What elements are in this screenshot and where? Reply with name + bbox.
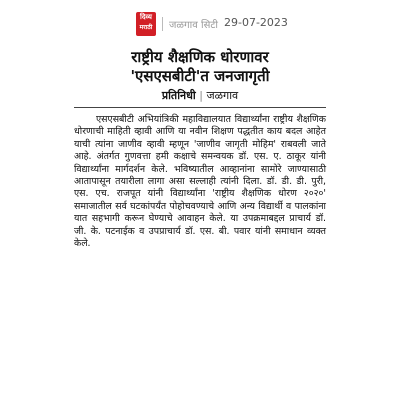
header-divider [162,17,163,31]
byline-rule [74,107,326,108]
byline-reporter: प्रतिनिधी [161,89,196,102]
headline-line-2: 'एसएसबीटी'त जनजागृती [130,67,270,85]
divya-marathi-logo [136,12,156,36]
news-article [74,48,326,250]
article-body [74,114,326,250]
article-byline [74,89,326,103]
headline-line-1: राष्ट्रीय शैक्षणिक धोरणावर [131,48,269,66]
logo-line-1: दिव्य [140,13,152,21]
byline-location: जळगाव [206,89,239,102]
newspaper-header [136,10,316,40]
logo-line-2: मराठी [139,24,153,31]
article-paragraph: एसएसबीटी अभियांत्रिकी महाविद्यालयात विद्यार्थ्यांना राष्ट्रीय शैक्षणिक धोरणाची माहिती व्हावी आणि या नवीन शिक्षण पद्धतीत काय बदल आहेत याची त्यांना जाणीव व्हावी म्हणून 'जाणीव जागृती मोहिम' राबवली जाते आहे. अंतर्गत गुणवत्ता हमी कक्षाचे समन्वयक डॉ. एस. ए. ठाकूर यांनी विद्यार्थ्यांना मार्गदर्शन केले. भविष्यातील आव्हानांना सामोरे जाण्यासाठी आतापासून तयारीला लागा असा सल्लाही त्यांनी दिला. डॉ. डी. डी. पुरी, एस. एच. राजपूत यांनी विद्यार्थ्यांना 'राष्ट्रीय शैक्षणिक धोरण २०२०' समाजातील सर्व घटकांपर्यंत पोहोचवण्याचे आणि अन्य विद्यार्थी व पालकांना यात सहभागी करून घेण्याचे आवाहन केले. या उपक्रमाबद्दल प्राचार्य डॉ. जी. के. पटनाईक व उपप्राचार्य डॉ. एस. बी. पवार यांनी समाधान व्यक्त केले. [74,114,326,250]
byline-separator: | [199,89,203,102]
publication-date: 29-07-2023 [224,16,288,29]
edition-name: जळगाव सिटी [169,20,218,31]
article-headline [74,48,326,86]
